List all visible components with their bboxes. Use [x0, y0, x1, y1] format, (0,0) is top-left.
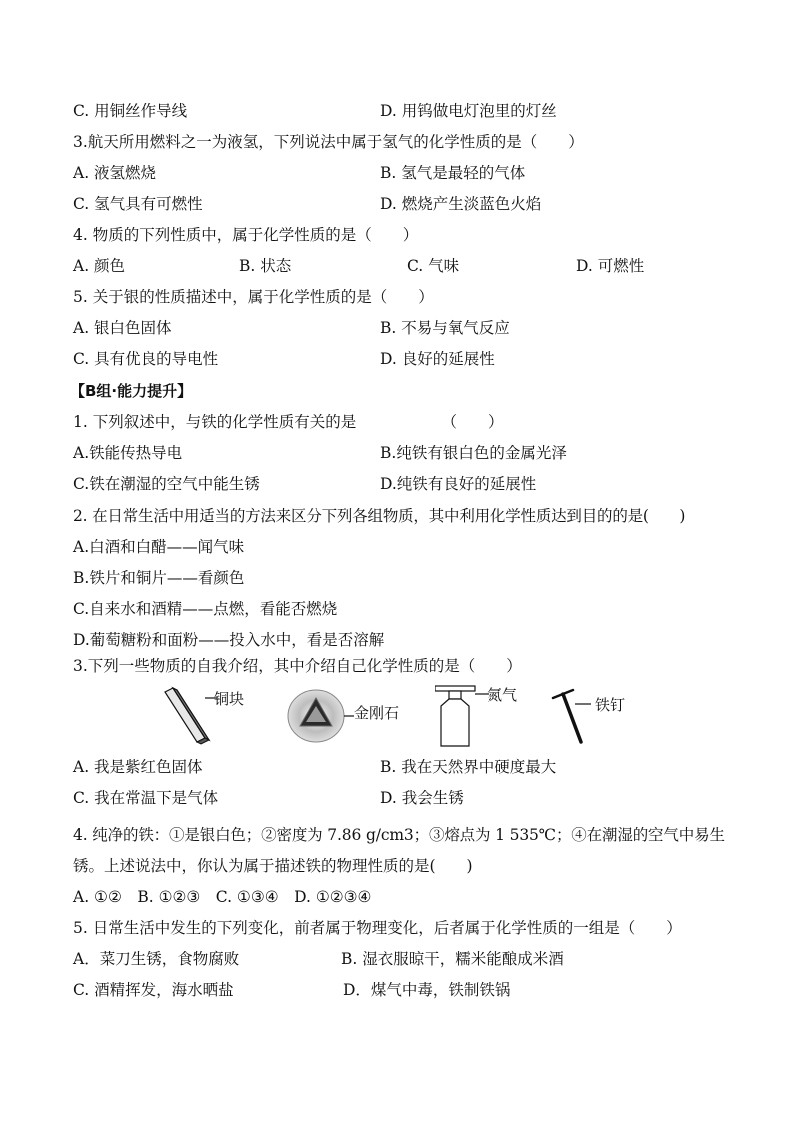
diamond-figure [286, 684, 416, 748]
b3-options-cd [73, 788, 733, 808]
b1-stem: 1. 下列叙述中，与铁的化学性质有关的是 （ ） [73, 413, 504, 431]
b5-option-d: D．煤气中毒，铁制铁锅 [343, 981, 511, 999]
q3-stem: 3.航天所用燃料之一为液氢，下列说法中属于氢气的化学性质的是（ ） [73, 133, 584, 151]
b2-stem: 2. 在日常生活中用适当的方法来区分下列各组物质，其中利用化学性质达到目的的是( ) [73, 507, 686, 525]
option-row-cd [73, 101, 733, 121]
q5-option-b: B. 不易与氧气反应 [380, 319, 510, 337]
b1-option-a: A.铁能传热导电 [73, 444, 183, 462]
q3-option-d: D. 燃烧产生淡蓝色火焰 [380, 195, 542, 213]
q3-options-cd [73, 194, 733, 214]
q4-option-d: D. 可燃性 [576, 257, 645, 275]
iron-nail-label: 铁钉 [595, 696, 626, 714]
b1-options-cd [73, 474, 733, 494]
b3-stem: 3.下列一些物质的自我介绍，其中介绍自己化学性质的是（ ） [73, 657, 522, 675]
b3-option-c: C. 我在常温下是气体 [73, 789, 219, 807]
q4-options [73, 256, 733, 276]
copper-block-label: 铜块 [214, 690, 245, 708]
q3-options-ab [73, 163, 733, 183]
q5-options-cd [73, 349, 733, 369]
b1-option-c: C.铁在潮湿的空气中能生锈 [73, 475, 260, 493]
q3-option-a: A. 液氢燃烧 [73, 164, 157, 182]
b1-options-ab [73, 443, 733, 463]
q4-option-a: A. 颜色 [73, 257, 126, 275]
b5-options-cd [73, 980, 733, 1000]
q4-option-c: C. 气味 [407, 257, 460, 275]
b5-stem: 5. 日常生活中发生的下列变化，前者属于物理变化，后者属于化学性质的一组是（ ） [73, 919, 682, 937]
b3-figures [73, 684, 733, 748]
copper-block-figure [161, 684, 271, 748]
option-d: D. 用钨做电灯泡里的灯丝 [380, 102, 557, 120]
b2-option-a: A.白酒和白醋——闻气味 [73, 538, 245, 556]
b2-option-d: D.葡萄糖粉和面粉——投入水中，看是否溶解 [73, 631, 385, 649]
iron-nail-icon [551, 684, 611, 748]
b3-options-ab [73, 757, 733, 777]
b2-option-c: C.自来水和酒精——点燃，看能否燃烧 [73, 600, 338, 618]
b4-stem-line2: 锈。上述说法中，你认为属于描述铁的物理性质的是( ) [73, 857, 473, 875]
nitrogen-bottle-figure [435, 684, 545, 748]
b5-option-c: C. 酒精挥发，海水晒盐 [73, 981, 234, 999]
q5-option-a: A. 银白色固体 [73, 319, 172, 337]
q3-option-c: C. 氢气具有可燃性 [73, 195, 203, 213]
b3-option-b: B. 我在天然界中硬度最大 [380, 758, 557, 776]
section-heading-b: 【B组·能力提升】 [70, 382, 193, 400]
option-c: C. 用铜丝作导线 [73, 102, 188, 120]
q5-option-c: C. 具有优良的导电性 [73, 350, 219, 368]
b3-option-d: D. 我会生锈 [380, 789, 464, 807]
b1-option-b: B.纯铁有银白色的金属光泽 [380, 444, 567, 462]
b5-option-b: B. 湿衣服晾干，糯米能酿成米酒 [341, 950, 564, 968]
b4-options: A. ①② B. ①②③ C. ①③④ D. ①②③④ [73, 888, 372, 906]
nitrogen-label: 氮气 [487, 686, 518, 704]
q5-option-d: D. 良好的延展性 [380, 350, 495, 368]
b5-options-ab [73, 949, 733, 969]
q5-options-ab [73, 318, 733, 338]
b1-option-d: D.纯铁有良好的延展性 [380, 475, 537, 493]
b4-stem-line1: 4. 纯净的铁：①是银白色；②密度为 7.86 g/cm3；③熔点为 1 535℃；④在潮湿的空气中易生 [73, 826, 725, 844]
diamond-label: 金刚石 [354, 704, 400, 722]
q3-option-b: B. 氢气是最轻的气体 [380, 164, 526, 182]
gas-bottle-icon [435, 684, 495, 748]
b2-option-b: B.铁片和铜片——看颜色 [73, 569, 245, 587]
copper-block-icon [161, 684, 221, 748]
b5-option-a: A．菜刀生锈，食物腐败 [73, 950, 240, 968]
diamond-icon [286, 684, 354, 748]
iron-nail-figure [551, 684, 661, 748]
q4-option-b: B. 状态 [239, 257, 292, 275]
b3-option-a: A. 我是紫红色固体 [73, 758, 203, 776]
q4-stem: 4. 物质的下列性质中，属于化学性质的是（ ） [73, 226, 419, 244]
q5-stem: 5. 关于银的性质描述中，属于化学性质的是（ ） [73, 288, 434, 306]
